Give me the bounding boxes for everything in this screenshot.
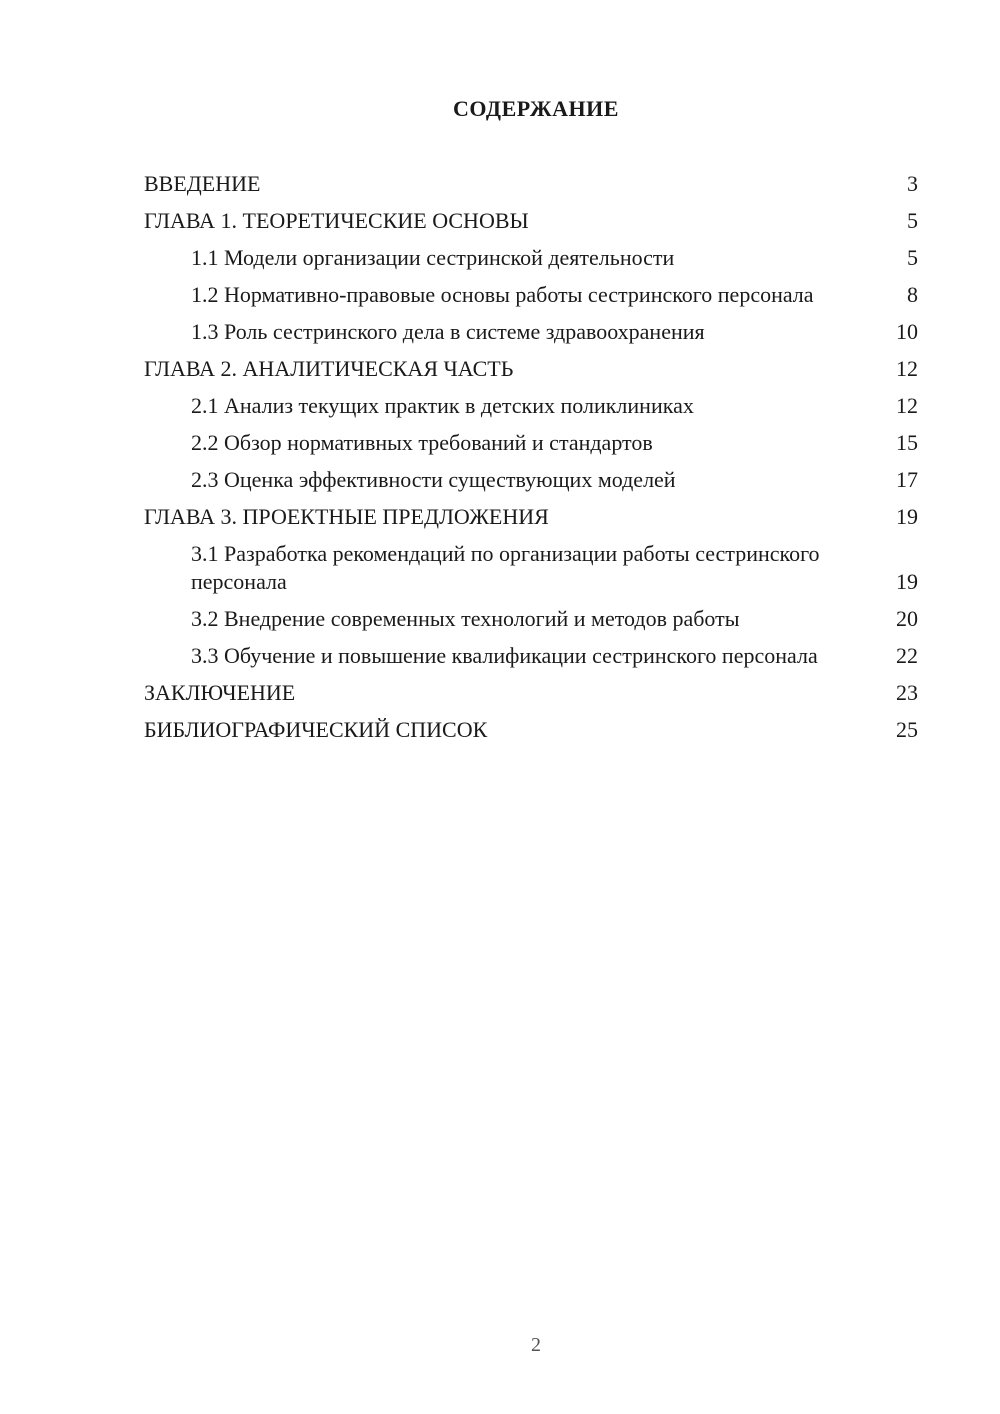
toc-entry-page: 19: [896, 569, 918, 594]
toc-entry-section-1-3[interactable]: [144, 318, 918, 346]
toc-entry-label: 2.2 Обзор нормативных требований и стандартов: [191, 430, 653, 455]
toc-entry-page: 12: [896, 393, 918, 418]
toc-entry-page: 3: [907, 171, 918, 196]
toc-entry-page: 22: [896, 643, 918, 668]
toc-entry-page: 25: [896, 717, 918, 742]
toc-entry-label: ГЛАВА 3. ПРОЕКТНЫЕ ПРЕДЛОЖЕНИЯ: [144, 504, 549, 529]
toc-entry-section-3-3[interactable]: [144, 642, 918, 670]
toc-entry-label: 1.3 Роль сестринского дела в системе здравоохранения: [191, 319, 705, 344]
toc-entry-label: 3.1 Разработка рекомендаций по организации работы сестринского персонала: [191, 541, 820, 594]
toc-entry-page: 20: [896, 606, 918, 631]
toc-entry-bibliography[interactable]: [144, 716, 918, 744]
toc-entry-label: 2.1 Анализ текущих практик в детских поликлиниках: [191, 393, 694, 418]
toc-entry-page: 5: [907, 245, 918, 270]
toc-entry-page: 12: [896, 356, 918, 381]
toc-entry-introduction[interactable]: [144, 170, 918, 198]
toc-entry-page: 5: [907, 208, 918, 233]
toc-entry-section-3-2[interactable]: [144, 605, 918, 633]
page-title: СОДЕРЖАНИЕ: [453, 96, 619, 121]
toc-entry-section-1-1[interactable]: [144, 244, 918, 272]
toc-entry-label: ГЛАВА 1. ТЕОРЕТИЧЕСКИЕ ОСНОВЫ: [144, 208, 529, 233]
toc-entry-label: 1.2 Нормативно-правовые основы работы сестринского персонала: [191, 282, 814, 307]
toc-entry-section-1-2[interactable]: [144, 281, 918, 309]
toc-entry-page: 19: [896, 504, 918, 529]
toc-entry-chapter-3[interactable]: [144, 503, 918, 531]
table-of-contents: [144, 170, 918, 753]
toc-entry-label: 1.1 Модели организации сестринской деятельности: [191, 245, 675, 270]
toc-entry-label: 3.2 Внедрение современных технологий и методов работы: [191, 606, 740, 631]
toc-entry-page: 17: [896, 467, 918, 492]
toc-entry-label: 3.3 Обучение и повышение квалификации сестринского персонала: [191, 643, 818, 668]
toc-entry-label: БИБЛИОГРАФИЧЕСКИЙ СПИСОК: [144, 717, 488, 742]
toc-entry-label: 2.3 Оценка эффективности существующих моделей: [191, 467, 676, 492]
toc-entry-page: 23: [896, 680, 918, 705]
toc-entry-section-3-1[interactable]: [144, 540, 918, 596]
toc-entry-chapter-2[interactable]: [144, 355, 918, 383]
toc-entry-page: 10: [896, 319, 918, 344]
toc-entry-section-2-2[interactable]: [144, 429, 918, 457]
toc-entry-page: 8: [907, 282, 918, 307]
toc-entry-label: ЗАКЛЮЧЕНИЕ: [144, 680, 296, 705]
toc-entry-section-2-1[interactable]: [144, 392, 918, 420]
toc-entry-page: 15: [896, 430, 918, 455]
page-number: 2: [531, 1334, 541, 1356]
toc-entry-section-2-3[interactable]: [144, 466, 918, 494]
toc-entry-conclusion[interactable]: [144, 679, 918, 707]
toc-entry-label: ВВЕДЕНИЕ: [144, 171, 261, 196]
toc-entry-label: ГЛАВА 2. АНАЛИТИЧЕСКАЯ ЧАСТЬ: [144, 356, 514, 381]
toc-entry-chapter-1[interactable]: [144, 207, 918, 235]
